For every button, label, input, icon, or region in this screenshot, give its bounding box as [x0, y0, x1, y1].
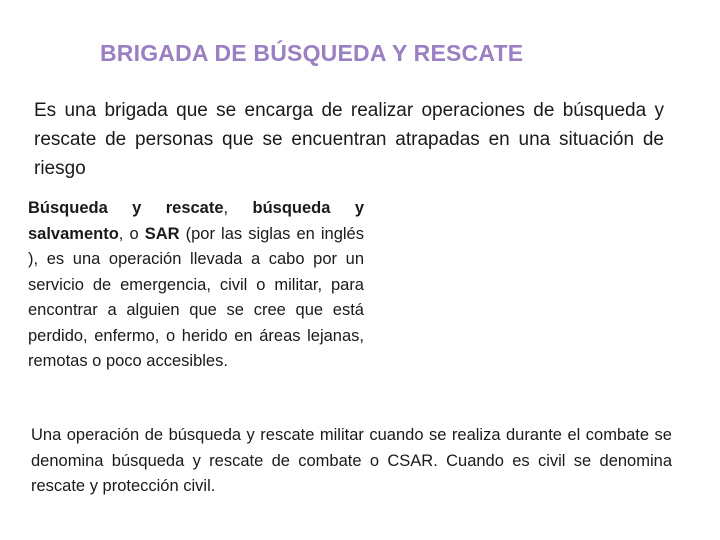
term-busqueda-y-salvamento: búsqueda y salvamento: [28, 199, 365, 243]
page-title: BRIGADA DE BÚSQUEDA Y RESCATE: [100, 40, 524, 66]
term-sar: SAR: [144, 224, 180, 243]
intro-paragraph: Es una brigada que se encarga de realizar operaciones de búsqueda y rescate de personas que se encuentran atrapadas en una situación de riesgo: [34, 100, 664, 179]
definition-separator-2: , o: [118, 224, 145, 243]
definition-paragraph: [28, 196, 364, 375]
definition-separator-1: ,: [223, 199, 253, 217]
military-paragraph: Una operación de búsqueda y rescate militar cuando se realiza durante el combate se denomina búsqueda y rescate de combate o CSAR. Cuando es civil se denomina rescate y protección civil.: [31, 426, 672, 495]
term-busqueda-y-rescate: Búsqueda y rescate: [28, 199, 224, 217]
definition-body: (por las siglas en inglés ), es una operación llevada a cabo por un servicio de emergencia, civil o militar, para encontrar a alguien que se cree que está perdido, enfermo, o herido en áreas lejanas, remotas o poco accesibles.: [28, 224, 364, 370]
